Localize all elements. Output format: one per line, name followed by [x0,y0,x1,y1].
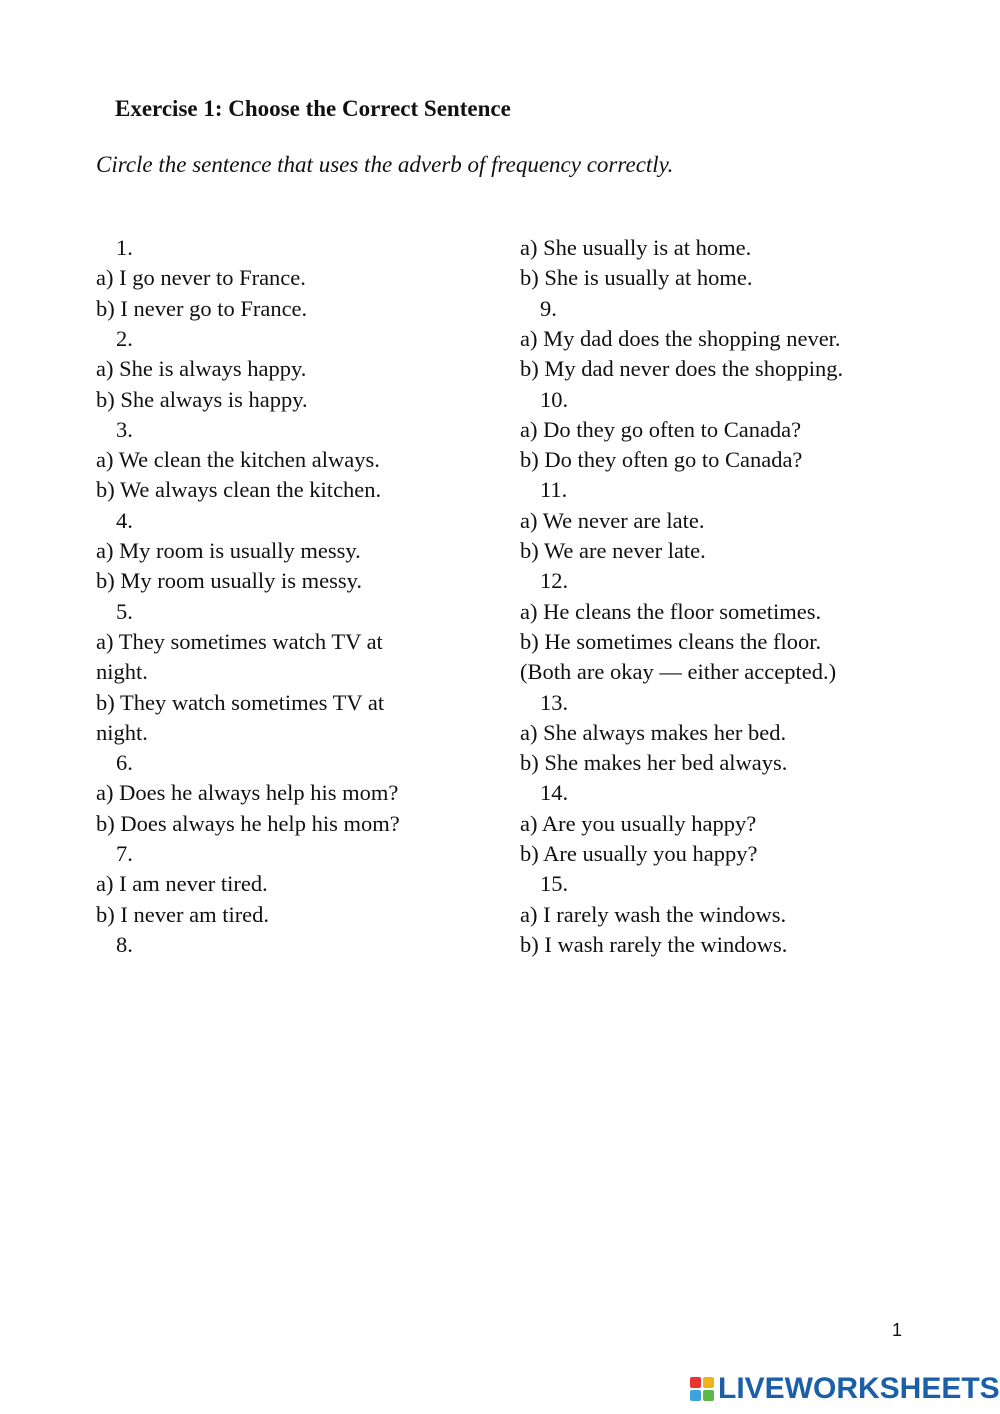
exercise-title: Exercise 1: Choose the Correct Sentence [115,96,511,121]
question-number: 4. [116,507,133,533]
answer-option[interactable]: b) They watch sometimes TV at [96,689,385,715]
answer-option[interactable]: a) Do they go often to Canada? [520,416,802,442]
answer-option[interactable]: night. [96,659,148,685]
page-number: 1 [892,1320,903,1340]
answer-option[interactable]: b) I never go to France. [96,295,308,321]
answer-option[interactable]: a) She always makes her bed. [520,719,787,745]
answer-option[interactable]: b) She is usually at home. [520,265,753,291]
question-number: 9. [540,295,557,321]
answer-option[interactable]: a) She is always happy. [96,356,307,382]
question-number: 13. [540,689,569,715]
liveworksheets-logo-icon [690,1377,714,1401]
question-number: 14. [540,780,569,806]
answer-option[interactable]: b) She makes her bed always. [520,750,788,776]
question-number: 1. [116,235,133,260]
question-number: 6. [116,750,133,776]
answer-option[interactable]: b) I never am tired. [96,901,270,927]
question-number: 15. [540,871,569,897]
question-number: 8. [116,931,133,957]
liveworksheets-logo[interactable] [690,1372,1000,1406]
answer-option[interactable]: b) She always is happy. [96,386,308,412]
answer-option[interactable]: a) Are you usually happy? [520,810,757,836]
brand-name: LIVEWORKSHEETS [718,1372,1000,1405]
answer-option[interactable]: a) He cleans the floor sometimes. [520,598,822,624]
answer-option[interactable]: b) Are usually you happy? [520,841,758,866]
answer-option[interactable]: b) I wash rarely the windows. [520,931,788,957]
answer-option[interactable]: a) My dad does the shopping never. [520,325,841,351]
answer-option[interactable]: night. [96,719,148,745]
question-number: 5. [116,598,133,624]
question-number: 2. [116,325,133,351]
answer-option[interactable]: a) They sometimes watch TV at [96,628,383,654]
answer-option[interactable]: b) My room usually is messy. [96,568,363,594]
answer-option[interactable]: b) My dad never does the shopping. [520,356,844,382]
answer-option[interactable]: (Both are okay — either accepted.) [520,659,837,685]
answer-option[interactable]: a) I go never to France. [96,265,306,291]
question-number: 11. [540,477,568,503]
answer-option[interactable]: b) He sometimes cleans the floor. [520,628,822,654]
answer-option[interactable]: a) I am never tired. [96,871,268,897]
answer-option[interactable]: a) Does he always help his mom? [96,780,399,806]
answer-option[interactable]: b) Does always he help his mom? [96,810,400,836]
question-number: 10. [540,386,569,412]
answer-option[interactable]: b) Do they often go to Canada? [520,447,803,473]
question-number: 3. [116,416,133,442]
answer-option[interactable]: b) We are never late. [520,538,706,563]
answer-option[interactable]: a) My room is usually messy. [96,538,361,563]
answer-option[interactable]: b) We always clean the kitchen. [96,477,382,503]
exercise-instructions: Circle the sentence that uses the adverb of frequency correctly. [96,152,674,177]
answer-option[interactable]: a) We clean the kitchen always. [96,447,380,473]
question-number: 7. [116,841,133,866]
answer-option[interactable]: a) She usually is at home. [520,235,752,260]
question-number: 12. [540,568,569,594]
answer-option[interactable]: a) We never are late. [520,507,705,533]
answer-option[interactable]: a) I rarely wash the windows. [520,901,787,927]
